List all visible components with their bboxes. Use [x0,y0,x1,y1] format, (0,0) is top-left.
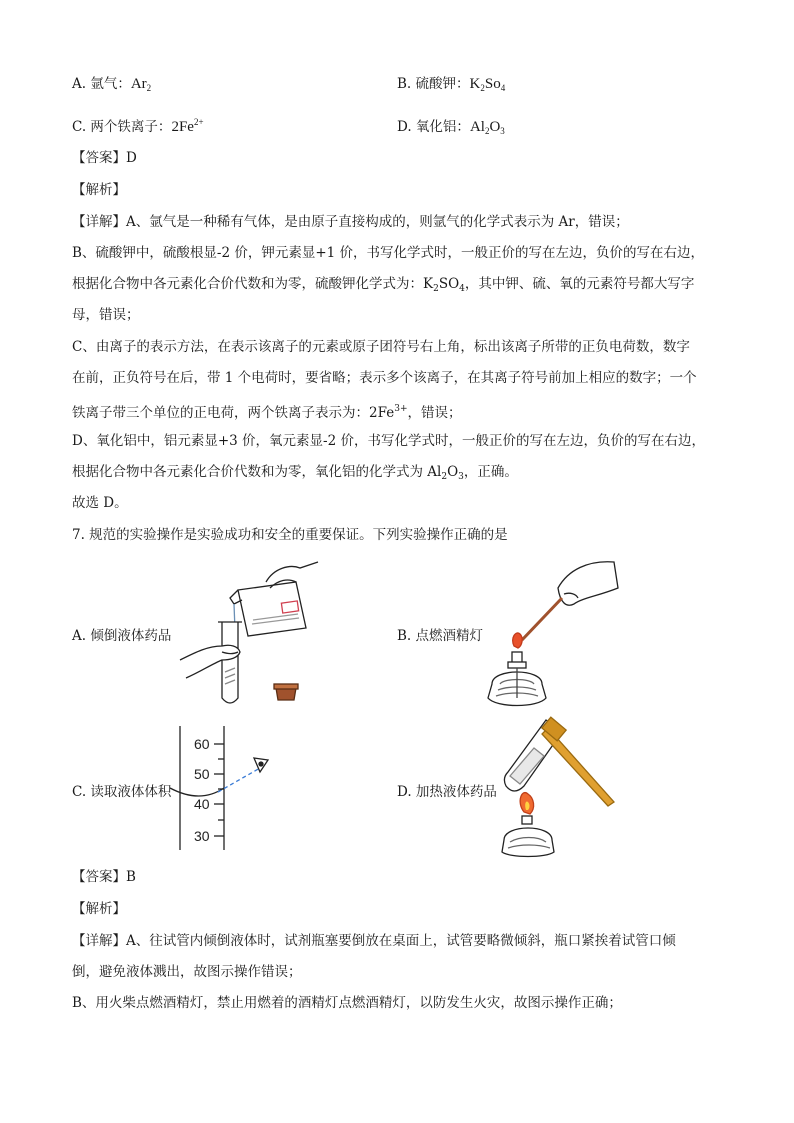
q6-option-c [72,115,204,136]
option-label: D. 氧化铝： [397,119,470,135]
option-formula: $Ar_2$ [130,76,152,93]
q6-detail-line: 在前，正负符号在后，带 1 个电荷时，要省略；表示多个该离子，在其离子符号前加上相应的数字；一个 [72,370,697,386]
q6-option-a [72,72,151,93]
answer-tag: 【答案】 [72,150,126,166]
q6-option-d [397,115,505,136]
q6-detail-line: 铁离子带三个单位的正电荷，两个铁离子表示为：$2Fe^{3+}$，错误； [72,404,462,421]
q7-option-a-label: A. 倾倒液体药品 [72,628,172,644]
q7-answer [72,867,136,887]
option-formula: $Al_2O_3$ [469,119,505,136]
q6-answer [72,148,137,168]
option-formula: $K_2So_4$ [469,76,506,93]
answer-tag: 【答案】 [72,869,126,885]
heating-liquid-illustration [494,718,624,858]
option-label: C. 两个铁离子： [72,119,172,135]
answer-value: D [126,150,137,166]
q7-stem: 7. 规范的实验操作是实验成功和安全的重要保证。下列实验操作正确的是 [72,527,508,543]
option-formula: $2Fe^{2+}$ [171,117,204,135]
q6-detail-line: 根据化合物中各元素化合价代数和为零，氧化铝的化学式为 $Al_2O_3$，正确。 [72,464,518,482]
reading-liquid-volume-illustration [176,724,286,854]
q6-detail-line: D、氧化铝中，铝元素显+3 价，氧元素显-2 价，书写化学式时，一般正价的写在左边，负价的写在右边， [72,433,705,449]
q6-detail-line: 故选 D。 [72,495,128,511]
cylinder-tick-40: 40 [194,796,210,812]
q7-detail-line: B、用火柴点燃酒精灯，禁止用燃着的酒精灯点燃酒精灯，以防发生火灾，故图示操作正确； [72,995,622,1011]
q6-detail-line: B、硫酸钾中，硫酸根显-2 价，钾元素显+1 价，书写化学式时，一般正价的写在左边，负价的写在右边， [72,245,705,261]
q7-option-c-label: C. 读取液体体积 [72,784,172,800]
q7-analysis-tag: 【解析】 [72,901,126,917]
q7-option-d-label: D. 加热液体药品 [397,784,497,800]
q6-detail-line: 母，错误； [72,307,140,323]
option-label: A. 氩气： [72,76,131,92]
q6-detail-line: 【详解】A、氩气是一种稀有气体，是由原子直接构成的，则氩气的化学式表示为 Ar，错误； [72,214,629,230]
q6-analysis-tag: 【解析】 [72,182,126,198]
cylinder-tick-60: 60 [194,736,210,752]
cylinder-tick-30: 30 [194,828,210,844]
lighting-alcohol-lamp-illustration [478,558,628,713]
q7-option-b-label: B. 点燃酒精灯 [397,628,484,644]
q6-detail-line: 根据化合物中各元素化合价代数和为零，硫酸钾化学式为：$K_2SO_4$，其中钾、硫、氧的元素符号都大写字 [72,276,695,294]
q6-option-b [397,72,505,93]
option-label: B. 硫酸钾： [397,76,470,92]
answer-value: B [126,869,136,885]
q7-detail-line: 【详解】A、往试管内倾倒液体时，试剂瓶塞要倒放在桌面上，试管要略微倾斜，瓶口紧挨着试管口倾 [72,933,676,949]
q6-detail-line: C、由离子的表示方法，在表示该离子的元素或原子团符号右上角，标出该离子所带的正负电荷数，数字 [72,339,690,355]
pouring-liquid-illustration [178,560,328,710]
cylinder-tick-50: 50 [194,766,210,782]
q7-detail-line: 倒，避免液体溅出，故图示操作错误； [72,964,302,980]
